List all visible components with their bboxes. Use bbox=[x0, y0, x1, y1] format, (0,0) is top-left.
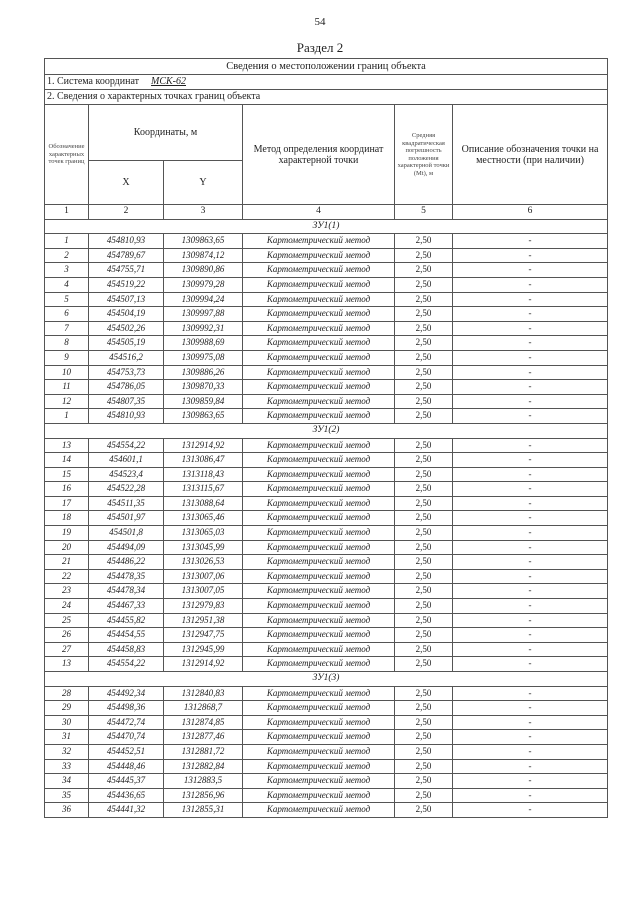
accuracy: 2,50 bbox=[395, 394, 453, 409]
coord-y: 1312877,46 bbox=[164, 730, 243, 745]
zone-header-row bbox=[45, 219, 608, 234]
accuracy: 2,50 bbox=[395, 380, 453, 395]
point-number: 32 bbox=[45, 744, 89, 759]
coord-x: 454516,2 bbox=[89, 350, 164, 365]
coord-x: 454486,22 bbox=[89, 555, 164, 570]
method: Картометрический метод bbox=[243, 511, 395, 526]
accuracy: 2,50 bbox=[395, 759, 453, 774]
method: Картометрический метод bbox=[243, 788, 395, 803]
table-body bbox=[45, 59, 608, 818]
method: Картометрический метод bbox=[243, 540, 395, 555]
coord-y: 1312883,5 bbox=[164, 774, 243, 789]
coord-x: 454455,82 bbox=[89, 613, 164, 628]
coord-y: 1313007,05 bbox=[164, 584, 243, 599]
table-row bbox=[45, 613, 608, 628]
coord-y: 1312947,75 bbox=[164, 628, 243, 643]
point-number: 13 bbox=[45, 438, 89, 453]
description: - bbox=[453, 584, 608, 599]
accuracy: 2,50 bbox=[395, 788, 453, 803]
coord-x: 454504,19 bbox=[89, 307, 164, 322]
column-number: 4 bbox=[243, 205, 395, 220]
coord-y: 1313045,99 bbox=[164, 540, 243, 555]
accuracy: 2,50 bbox=[395, 584, 453, 599]
coord-y: 1312881,72 bbox=[164, 744, 243, 759]
accuracy: 2,50 bbox=[395, 657, 453, 672]
coord-x: 454511,35 bbox=[89, 496, 164, 511]
description: - bbox=[453, 569, 608, 584]
table-row bbox=[45, 277, 608, 292]
method: Картометрический метод bbox=[243, 321, 395, 336]
table-row bbox=[45, 569, 608, 584]
description: - bbox=[453, 628, 608, 643]
coord-y: 1313007,06 bbox=[164, 569, 243, 584]
coord-x: 454478,34 bbox=[89, 584, 164, 599]
table-row bbox=[45, 321, 608, 336]
description: - bbox=[453, 759, 608, 774]
method: Картометрический метод bbox=[243, 248, 395, 263]
header-y: Y bbox=[164, 161, 243, 205]
description: - bbox=[453, 686, 608, 701]
description: - bbox=[453, 555, 608, 570]
coord-x: 454494,09 bbox=[89, 540, 164, 555]
description: - bbox=[453, 438, 608, 453]
method: Картометрический метод bbox=[243, 759, 395, 774]
coord-x: 454554,22 bbox=[89, 657, 164, 672]
point-number: 24 bbox=[45, 599, 89, 614]
column-numbers-row bbox=[45, 205, 608, 220]
point-number: 16 bbox=[45, 482, 89, 497]
coord-y: 1312914,92 bbox=[164, 657, 243, 672]
coord-y: 1309874,12 bbox=[164, 248, 243, 263]
description: - bbox=[453, 511, 608, 526]
method: Картометрический метод bbox=[243, 774, 395, 789]
point-number: 18 bbox=[45, 511, 89, 526]
table-row bbox=[45, 511, 608, 526]
accuracy: 2,50 bbox=[395, 438, 453, 453]
method: Картометрический метод bbox=[243, 409, 395, 424]
table-row bbox=[45, 438, 608, 453]
coord-y: 1313086,47 bbox=[164, 453, 243, 468]
description: - bbox=[453, 350, 608, 365]
description: - bbox=[453, 248, 608, 263]
coord-y: 1309994,24 bbox=[164, 292, 243, 307]
table-row bbox=[45, 555, 608, 570]
coord-y: 1312914,92 bbox=[164, 438, 243, 453]
point-number: 12 bbox=[45, 394, 89, 409]
header-accuracy: Средняя квадратическая погрешность положения характерной точки (Mt), м bbox=[395, 105, 453, 205]
accuracy: 2,50 bbox=[395, 569, 453, 584]
accuracy: 2,50 bbox=[395, 292, 453, 307]
coord-x: 454810,93 bbox=[89, 409, 164, 424]
method: Картометрический метод bbox=[243, 263, 395, 278]
coord-x: 454501,8 bbox=[89, 526, 164, 541]
table-row bbox=[45, 453, 608, 468]
coord-x: 454501,97 bbox=[89, 511, 164, 526]
coord-x: 454554,22 bbox=[89, 438, 164, 453]
accuracy: 2,50 bbox=[395, 365, 453, 380]
description: - bbox=[453, 365, 608, 380]
header-row-1 bbox=[45, 105, 608, 161]
accuracy: 2,50 bbox=[395, 686, 453, 701]
coord-y: 1309997,88 bbox=[164, 307, 243, 322]
accuracy: 2,50 bbox=[395, 350, 453, 365]
coord-y: 1312979,83 bbox=[164, 599, 243, 614]
point-number: 21 bbox=[45, 555, 89, 570]
method: Картометрический метод bbox=[243, 394, 395, 409]
accuracy: 2,50 bbox=[395, 744, 453, 759]
point-number: 8 bbox=[45, 336, 89, 351]
header-method: Метод определения координат характерной точки bbox=[243, 105, 395, 205]
table-row bbox=[45, 467, 608, 482]
description: - bbox=[453, 336, 608, 351]
coord-x: 454519,22 bbox=[89, 277, 164, 292]
method: Картометрический метод bbox=[243, 613, 395, 628]
description: - bbox=[453, 540, 608, 555]
coord-y: 1309992,31 bbox=[164, 321, 243, 336]
point-number: 15 bbox=[45, 467, 89, 482]
point-number: 29 bbox=[45, 701, 89, 716]
method: Картометрический метод bbox=[243, 584, 395, 599]
point-number: 19 bbox=[45, 526, 89, 541]
method: Картометрический метод bbox=[243, 628, 395, 643]
coord-system-label: 1. Система координат bbox=[47, 76, 140, 88]
description: - bbox=[453, 467, 608, 482]
accuracy: 2,50 bbox=[395, 453, 453, 468]
accuracy: 2,50 bbox=[395, 555, 453, 570]
accuracy: 2,50 bbox=[395, 642, 453, 657]
description: - bbox=[453, 599, 608, 614]
table-row bbox=[45, 730, 608, 745]
table-row bbox=[45, 774, 608, 789]
description: - bbox=[453, 307, 608, 322]
coord-x: 454786,05 bbox=[89, 380, 164, 395]
table-row bbox=[45, 496, 608, 511]
method: Картометрический метод bbox=[243, 686, 395, 701]
description: - bbox=[453, 234, 608, 249]
point-number: 26 bbox=[45, 628, 89, 643]
coord-x: 454454,55 bbox=[89, 628, 164, 643]
description: - bbox=[453, 788, 608, 803]
accuracy: 2,50 bbox=[395, 715, 453, 730]
accuracy: 2,50 bbox=[395, 248, 453, 263]
accuracy: 2,50 bbox=[395, 628, 453, 643]
description: - bbox=[453, 613, 608, 628]
boundary-points-table bbox=[44, 58, 608, 818]
coord-x: 454807,35 bbox=[89, 394, 164, 409]
method: Картометрический метод bbox=[243, 234, 395, 249]
coord-y: 1313065,46 bbox=[164, 511, 243, 526]
column-number: 5 bbox=[395, 205, 453, 220]
method: Картометрический метод bbox=[243, 307, 395, 322]
method: Картометрический метод bbox=[243, 467, 395, 482]
method: Картометрический метод bbox=[243, 496, 395, 511]
description: - bbox=[453, 496, 608, 511]
table-row bbox=[45, 292, 608, 307]
table-row bbox=[45, 526, 608, 541]
coord-y: 1313065,03 bbox=[164, 526, 243, 541]
coord-x: 454789,67 bbox=[89, 248, 164, 263]
method: Картометрический метод bbox=[243, 569, 395, 584]
coord-x: 454441,32 bbox=[89, 803, 164, 818]
method: Картометрический метод bbox=[243, 744, 395, 759]
description: - bbox=[453, 774, 608, 789]
method: Картометрический метод bbox=[243, 526, 395, 541]
coord-y: 1313118,43 bbox=[164, 467, 243, 482]
table-row bbox=[45, 701, 608, 716]
point-number: 1 bbox=[45, 409, 89, 424]
coord-x: 454452,51 bbox=[89, 744, 164, 759]
table-row bbox=[45, 744, 608, 759]
method: Картометрический метод bbox=[243, 453, 395, 468]
accuracy: 2,50 bbox=[395, 482, 453, 497]
coord-x: 454467,33 bbox=[89, 599, 164, 614]
coord-x: 454522,28 bbox=[89, 482, 164, 497]
point-number: 14 bbox=[45, 453, 89, 468]
points-heading-row bbox=[45, 90, 608, 105]
method: Картометрический метод bbox=[243, 555, 395, 570]
coord-x: 454458,83 bbox=[89, 642, 164, 657]
point-number: 4 bbox=[45, 277, 89, 292]
coord-x: 454507,13 bbox=[89, 292, 164, 307]
description: - bbox=[453, 642, 608, 657]
coord-y: 1313026,53 bbox=[164, 555, 243, 570]
table-row bbox=[45, 380, 608, 395]
accuracy: 2,50 bbox=[395, 467, 453, 482]
point-number: 22 bbox=[45, 569, 89, 584]
point-number: 10 bbox=[45, 365, 89, 380]
method: Картометрический метод bbox=[243, 336, 395, 351]
coord-x: 454753,73 bbox=[89, 365, 164, 380]
point-number: 36 bbox=[45, 803, 89, 818]
method: Картометрический метод bbox=[243, 438, 395, 453]
table-row bbox=[45, 394, 608, 409]
coord-x: 454810,93 bbox=[89, 234, 164, 249]
accuracy: 2,50 bbox=[395, 234, 453, 249]
coord-x: 454478,35 bbox=[89, 569, 164, 584]
point-number: 6 bbox=[45, 307, 89, 322]
coord-x: 454472,74 bbox=[89, 715, 164, 730]
coord-x: 454523,4 bbox=[89, 467, 164, 482]
description: - bbox=[453, 526, 608, 541]
point-number: 27 bbox=[45, 642, 89, 657]
description: - bbox=[453, 701, 608, 716]
zone-name: ЗУ1(3) bbox=[45, 672, 608, 687]
coord-x: 454492,34 bbox=[89, 686, 164, 701]
table-row bbox=[45, 336, 608, 351]
accuracy: 2,50 bbox=[395, 307, 453, 322]
description: - bbox=[453, 715, 608, 730]
description: - bbox=[453, 321, 608, 336]
description: - bbox=[453, 744, 608, 759]
coord-system-cell bbox=[45, 75, 608, 90]
method: Картометрический метод bbox=[243, 599, 395, 614]
column-number: 6 bbox=[453, 205, 608, 220]
point-number: 7 bbox=[45, 321, 89, 336]
coord-y: 1309886,26 bbox=[164, 365, 243, 380]
header-description: Описание обозначения точки на местности (при наличии) bbox=[453, 105, 608, 205]
point-number: 9 bbox=[45, 350, 89, 365]
point-number: 30 bbox=[45, 715, 89, 730]
coord-x: 454505,19 bbox=[89, 336, 164, 351]
coord-y: 1309870,33 bbox=[164, 380, 243, 395]
accuracy: 2,50 bbox=[395, 277, 453, 292]
table-title-row bbox=[45, 59, 608, 75]
coord-y: 1313088,64 bbox=[164, 496, 243, 511]
accuracy: 2,50 bbox=[395, 263, 453, 278]
table-row bbox=[45, 759, 608, 774]
table-row bbox=[45, 715, 608, 730]
table-row bbox=[45, 365, 608, 380]
description: - bbox=[453, 453, 608, 468]
point-number: 33 bbox=[45, 759, 89, 774]
point-number: 17 bbox=[45, 496, 89, 511]
table-row bbox=[45, 584, 608, 599]
table-row bbox=[45, 686, 608, 701]
column-number: 2 bbox=[89, 205, 164, 220]
point-number: 25 bbox=[45, 613, 89, 628]
method: Картометрический метод bbox=[243, 701, 395, 716]
accuracy: 2,50 bbox=[395, 540, 453, 555]
coord-y: 1309863,65 bbox=[164, 409, 243, 424]
table-row bbox=[45, 409, 608, 424]
description: - bbox=[453, 263, 608, 278]
coord-y: 1312951,38 bbox=[164, 613, 243, 628]
table-row bbox=[45, 803, 608, 818]
table-row bbox=[45, 307, 608, 322]
accuracy: 2,50 bbox=[395, 526, 453, 541]
description: - bbox=[453, 803, 608, 818]
coord-y: 1312874,85 bbox=[164, 715, 243, 730]
column-number: 3 bbox=[164, 205, 243, 220]
coord-y: 1309890,86 bbox=[164, 263, 243, 278]
accuracy: 2,50 bbox=[395, 409, 453, 424]
accuracy: 2,50 bbox=[395, 774, 453, 789]
coord-y: 1312945,99 bbox=[164, 642, 243, 657]
coord-y: 1312856,96 bbox=[164, 788, 243, 803]
method: Картометрический метод bbox=[243, 657, 395, 672]
coord-x: 454498,36 bbox=[89, 701, 164, 716]
method: Картометрический метод bbox=[243, 642, 395, 657]
coord-y: 1313115,67 bbox=[164, 482, 243, 497]
points-heading: 2. Сведения о характерных точках границ объекта bbox=[45, 90, 608, 105]
table-row bbox=[45, 350, 608, 365]
coord-y: 1309859,84 bbox=[164, 394, 243, 409]
table-row bbox=[45, 540, 608, 555]
table-row bbox=[45, 642, 608, 657]
point-number: 23 bbox=[45, 584, 89, 599]
method: Картометрический метод bbox=[243, 380, 395, 395]
table-row bbox=[45, 263, 608, 278]
description: - bbox=[453, 380, 608, 395]
point-number: 1 bbox=[45, 234, 89, 249]
table-row bbox=[45, 234, 608, 249]
coord-x: 454502,26 bbox=[89, 321, 164, 336]
coord-x: 454448,46 bbox=[89, 759, 164, 774]
accuracy: 2,50 bbox=[395, 496, 453, 511]
coord-system-row bbox=[45, 75, 608, 90]
coord-y: 1312855,31 bbox=[164, 803, 243, 818]
header-point-designation: Обозначение характерных точек границ bbox=[45, 105, 89, 205]
description: - bbox=[453, 409, 608, 424]
header-coordinates: Координаты, м bbox=[89, 105, 243, 161]
accuracy: 2,50 bbox=[395, 599, 453, 614]
point-number: 28 bbox=[45, 686, 89, 701]
description: - bbox=[453, 292, 608, 307]
method: Картометрический метод bbox=[243, 715, 395, 730]
coord-y: 1312868,7 bbox=[164, 701, 243, 716]
coord-system-value: МСК-62 bbox=[151, 76, 187, 88]
column-number: 1 bbox=[45, 205, 89, 220]
coord-y: 1309975,08 bbox=[164, 350, 243, 365]
coord-y: 1312882,84 bbox=[164, 759, 243, 774]
table-row bbox=[45, 599, 608, 614]
table-row bbox=[45, 248, 608, 263]
accuracy: 2,50 bbox=[395, 336, 453, 351]
coord-x: 454470,74 bbox=[89, 730, 164, 745]
method: Картометрический метод bbox=[243, 277, 395, 292]
coord-y: 1309863,65 bbox=[164, 234, 243, 249]
coord-x: 454436,65 bbox=[89, 788, 164, 803]
table-row bbox=[45, 482, 608, 497]
table-title: Сведения о местоположении границ объекта bbox=[45, 59, 608, 75]
coord-x: 454445,37 bbox=[89, 774, 164, 789]
point-number: 2 bbox=[45, 248, 89, 263]
method: Картометрический метод bbox=[243, 730, 395, 745]
table-row bbox=[45, 657, 608, 672]
header-x: X bbox=[89, 161, 164, 205]
method: Картометрический метод bbox=[243, 482, 395, 497]
accuracy: 2,50 bbox=[395, 730, 453, 745]
method: Картометрический метод bbox=[243, 365, 395, 380]
point-number: 5 bbox=[45, 292, 89, 307]
point-number: 3 bbox=[45, 263, 89, 278]
page-number: 54 bbox=[314, 16, 326, 28]
zone-header-row bbox=[45, 423, 608, 438]
coord-y: 1309988,69 bbox=[164, 336, 243, 351]
point-number: 35 bbox=[45, 788, 89, 803]
coord-x: 454755,71 bbox=[89, 263, 164, 278]
zone-name: ЗУ1(2) bbox=[45, 423, 608, 438]
section-title: Раздел 2 bbox=[296, 40, 344, 55]
coord-y: 1312840,83 bbox=[164, 686, 243, 701]
coord-y: 1309979,28 bbox=[164, 277, 243, 292]
method: Картометрический метод bbox=[243, 292, 395, 307]
zone-header-row bbox=[45, 672, 608, 687]
point-number: 20 bbox=[45, 540, 89, 555]
description: - bbox=[453, 277, 608, 292]
coord-x: 454601,1 bbox=[89, 453, 164, 468]
description: - bbox=[453, 482, 608, 497]
point-number: 34 bbox=[45, 774, 89, 789]
accuracy: 2,50 bbox=[395, 803, 453, 818]
accuracy: 2,50 bbox=[395, 701, 453, 716]
zone-name: ЗУ1(1) bbox=[45, 219, 608, 234]
table-row bbox=[45, 628, 608, 643]
description: - bbox=[453, 730, 608, 745]
table-row bbox=[45, 788, 608, 803]
method: Картометрический метод bbox=[243, 803, 395, 818]
point-number: 31 bbox=[45, 730, 89, 745]
point-number: 13 bbox=[45, 657, 89, 672]
accuracy: 2,50 bbox=[395, 613, 453, 628]
point-number: 11 bbox=[45, 380, 89, 395]
description: - bbox=[453, 394, 608, 409]
accuracy: 2,50 bbox=[395, 511, 453, 526]
method: Картометрический метод bbox=[243, 350, 395, 365]
accuracy: 2,50 bbox=[395, 321, 453, 336]
description: - bbox=[453, 657, 608, 672]
